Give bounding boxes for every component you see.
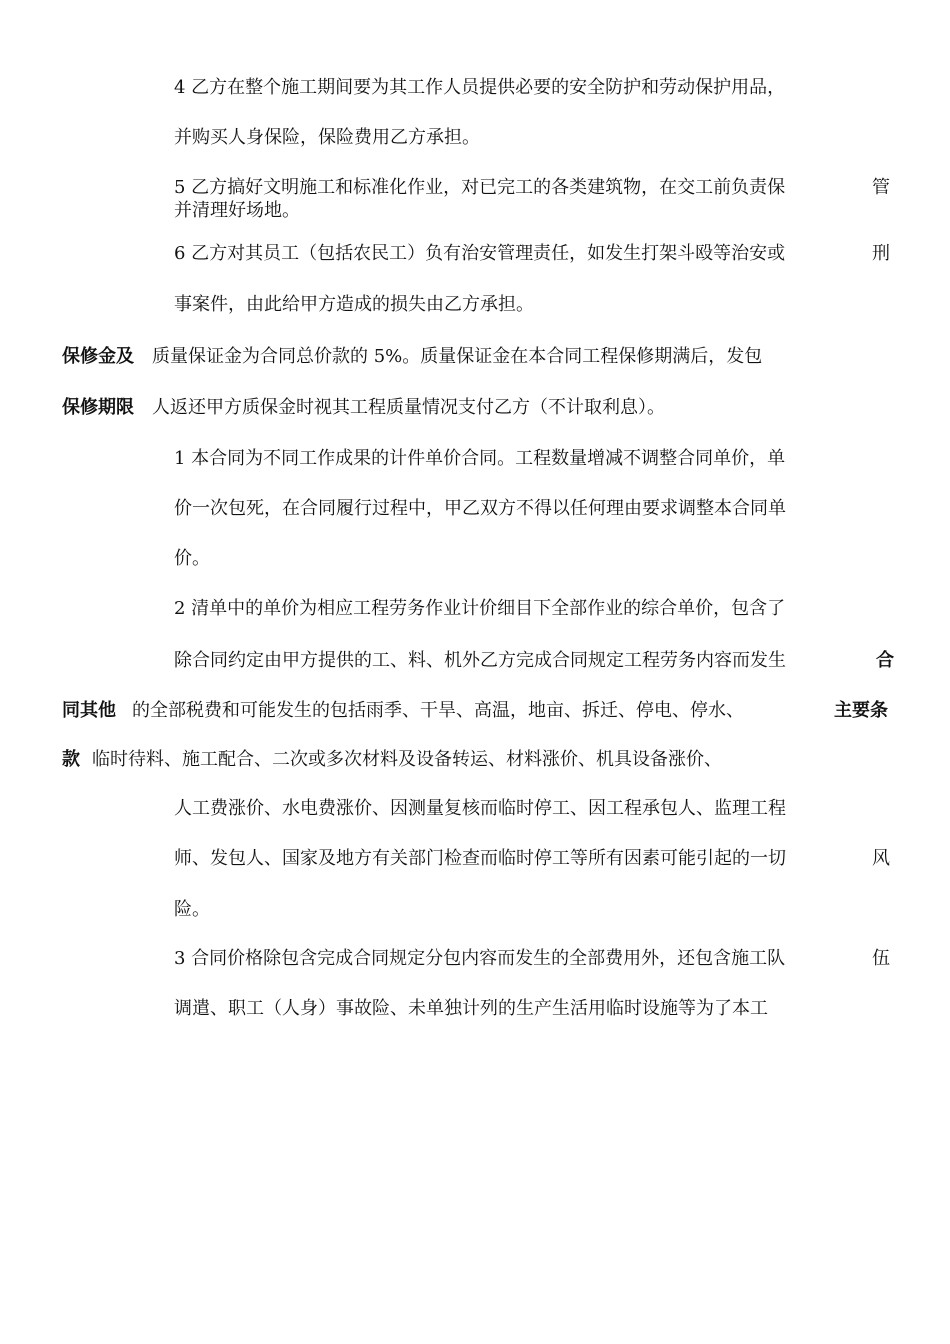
clause-5-line-2: 并清理好场地。 (174, 200, 300, 221)
clause-4-line-1: 4 乙方在整个施工期间要为其工作人员提供必要的安全防护和劳动保护用品， (174, 77, 786, 98)
section-heading-other-1: 合 (876, 650, 894, 671)
section-heading-other-2: 同其他 (62, 700, 116, 721)
other-clause-2-line-3: 的全部税费和可能发生的包括雨季、干旱、高温，地亩、拆迁、停电、停水、 (132, 700, 744, 721)
other-clause-2-line-2: 除合同约定由甲方提供的工、料、机外乙方完成合同规定工程劳务内容而发生 (174, 650, 786, 671)
other-clause-2-line-4: 临时待料、施工配合、二次或多次材料及设备转运、材料涨价、机具设备涨价、 (92, 749, 722, 770)
section-heading-other-4: 款 (62, 749, 80, 770)
section-heading-other-3: 主要条 (834, 700, 888, 721)
section-heading-warranty-2: 保修期限 (62, 397, 134, 418)
other-clause-2-line-7: 险。 (174, 899, 210, 920)
other-clause-3-line-1-tail: 伍 (872, 948, 890, 969)
clause-4-line-2: 并购买人身保险，保险费用乙方承担。 (174, 127, 480, 148)
other-clause-1-line-2: 价一次包死，在合同履行过程中，甲乙双方不得以任何理由要求调整本合同单 (174, 498, 786, 519)
other-clause-2-line-1: 2 清单中的单价为相应工程劳务作业计价细目下全部作业的综合单价，包含了 (174, 598, 786, 619)
clause-5-line-1-tail: 管 (872, 177, 890, 198)
other-clause-1-line-3: 价。 (174, 548, 210, 569)
other-clause-2-line-6-tail: 风 (872, 848, 890, 869)
section-heading-warranty-1: 保修金及 (62, 346, 134, 367)
other-clause-1-line-1: 1 本合同为不同工作成果的计件单价合同。工程数量增减不调整合同单价，单 (174, 448, 786, 469)
clause-6-line-1-tail: 刑 (872, 243, 890, 264)
other-clause-2-line-6: 师、发包人、国家及地方有关部门检查而临时停工等所有因素可能引起的一切 (174, 848, 786, 869)
other-clause-3-line-2: 调遣、职工（人身）事故险、未单独计列的生产生活用临时设施等为了本工 (174, 998, 768, 1019)
warranty-line-2: 人返还甲方质保金时视其工程质量情况支付乙方（不计取利息）。 (152, 397, 665, 418)
other-clause-3-line-1: 3 合同价格除包含完成合同规定分包内容而发生的全部费用外，还包含施工队 (174, 948, 786, 969)
warranty-line-1: 质量保证金为合同总价款的 5%。质量保证金在本合同工程保修期满后，发包 (152, 346, 763, 367)
clause-6-line-1: 6 乙方对其员工（包括农民工）负有治安管理责任，如发生打架斗殴等治安或 (174, 243, 786, 264)
other-clause-2-line-5: 人工费涨价、水电费涨价、因测量复核而临时停工、因工程承包人、监理工程 (174, 798, 786, 819)
clause-5-line-1: 5 乙方搞好文明施工和标准化作业，对已完工的各类建筑物，在交工前负责保 (174, 177, 786, 198)
clause-6-line-2: 事案件，由此给甲方造成的损失由乙方承担。 (174, 294, 534, 315)
